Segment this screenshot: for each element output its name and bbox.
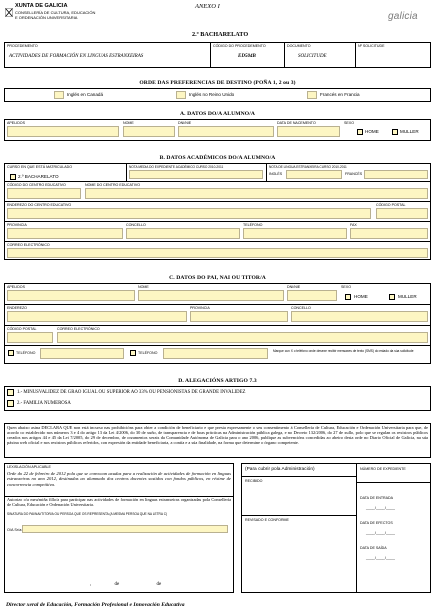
- school-province-label: PROVINCIA: [7, 223, 27, 227]
- student-name-label: NOME: [123, 121, 134, 125]
- language-grade-label: NOTA DE LINGUA ESTRANXEIRA CURSO 2010-2011: [269, 165, 347, 169]
- course-label: CURSO EN QUE ESTÁ MATRICULADO: [7, 165, 73, 169]
- school-postcode-label: CÓDIGO POSTAL: [376, 203, 406, 207]
- school-council-field[interactable]: [126, 228, 240, 239]
- course-value: 2.º BACHARELATO: [18, 174, 59, 179]
- received-label: RECIBIDO: [245, 479, 263, 483]
- student-dni-label: DNI/NIE: [178, 121, 192, 125]
- legislation-label: LEXISLACIÓN APLICABLE: [7, 465, 51, 469]
- signer-label: O/A Sr/a:: [7, 528, 23, 532]
- exit-date-label: DATA DE SAÍDA: [360, 546, 387, 550]
- parent-council-field[interactable]: [291, 311, 428, 322]
- parent-phone-field[interactable]: [40, 348, 124, 359]
- parent-dni-field[interactable]: [287, 290, 337, 301]
- parent-address-label: ENDEREZO: [7, 306, 27, 310]
- parent-email-label: CORREO ELECTRÓNICO: [57, 327, 100, 331]
- school-phone-field[interactable]: [243, 228, 347, 239]
- school-phone-label: TELÉFONO: [243, 223, 263, 227]
- student-surnames-field[interactable]: [7, 126, 119, 137]
- school-email-field[interactable]: [7, 248, 428, 258]
- document-value: SOLICITUDE: [298, 54, 327, 59]
- parent-surnames-label: APELIDOS: [7, 285, 25, 289]
- school-province-field[interactable]: [7, 228, 123, 239]
- parent-male-checkbox[interactable]: [345, 294, 351, 300]
- parent-postcode-field[interactable]: [7, 332, 53, 343]
- parent-mobile-sms-checkbox[interactable]: [130, 350, 136, 356]
- level-title: 2.º BACHARELATO: [192, 31, 249, 38]
- student-sex-label: SEXO: [344, 121, 354, 125]
- signer-name-field[interactable]: [22, 525, 228, 533]
- parent-female-checkbox[interactable]: [389, 294, 395, 300]
- course-checkbox[interactable]: [10, 174, 16, 180]
- disability-checkbox[interactable]: [7, 389, 14, 396]
- entry-date-label: DATA DE ENTRADA: [360, 496, 394, 500]
- student-female-checkbox[interactable]: [392, 129, 398, 135]
- admin-title: (Para cubrir pola Administración): [245, 467, 315, 472]
- parent-section-title: C. DATOS DO PAI, NAI OU TITOR/A: [169, 275, 266, 281]
- large-family-checkbox[interactable]: [7, 400, 14, 407]
- parent-male-label: HOME: [354, 294, 368, 299]
- student-surnames-label: APELIDOS: [7, 121, 25, 125]
- parent-name-label: NOME: [138, 285, 149, 289]
- school-address-label: ENDEREZO DO CENTRO EDUCATIVO: [7, 203, 72, 207]
- parent-female-label: MULLER: [398, 294, 417, 299]
- average-grade-label: NOTA MEDIA DO EXPEDIENTE ACADÉMICO CURSO 2010-2011: [129, 165, 224, 169]
- xunta-logo: [5, 4, 13, 13]
- document-label: DOCUMENTO: [287, 44, 311, 48]
- reviewed-label: REVISADO E CONFORME: [245, 518, 289, 522]
- large-family-label: 2.- FAMILIA NUMEROSA: [17, 401, 71, 406]
- school-address-field[interactable]: [7, 208, 371, 219]
- annex-label: ANEXO I: [195, 3, 220, 10]
- school-email-label: CORREO ELECTRÓNICO: [7, 243, 50, 247]
- signature-date: [90, 582, 210, 587]
- academic-section-title: B. DATOS ACADÉMICOS DO/A ALUMNO/A: [159, 155, 276, 161]
- student-name-field[interactable]: [123, 126, 175, 137]
- effects-date-label: DATA DE EFECTOS: [360, 521, 393, 525]
- average-grade-field[interactable]: [129, 170, 263, 179]
- disability-label: 1.- MINUSVALIDEZ DE GRAO IGUAL OU SUPERIOR AO 33% OU PENSIONISTAS DE GRANDE INVALIDEZ: [17, 390, 246, 395]
- school-fax-field[interactable]: [350, 228, 428, 239]
- school-name-label: NOME DO CENTRO EDUCATIVO: [85, 183, 141, 187]
- effects-date-value: ____/____/____: [366, 530, 395, 535]
- org-name: XUNTA DE GALICIA: [15, 3, 68, 9]
- parent-postcode-label: CÓDIGO POSTAL: [7, 327, 37, 331]
- english-grade-label: INGLÉS: [269, 172, 283, 176]
- french-grade-label: FRANCÉS: [345, 172, 363, 176]
- school-name-field[interactable]: [85, 188, 428, 199]
- file-number-label: NÚMERO DE EXPEDIENTE: [360, 467, 406, 471]
- parent-surnames-field[interactable]: [7, 290, 135, 301]
- parent-email-field[interactable]: [57, 332, 428, 343]
- parent-name-field[interactable]: [138, 290, 284, 301]
- procedure-code-value: ED504B: [238, 54, 256, 59]
- procedure-value: ACTIVIDADES DE FORMACIÓN EN LINGUAS ESTRANXEIRAS: [9, 54, 144, 59]
- student-male-checkbox[interactable]: [357, 129, 363, 135]
- parent-council-label: CONCELLO: [291, 306, 311, 310]
- student-birth-field[interactable]: [277, 126, 340, 137]
- parent-phone-label: TELÉFONO: [16, 351, 36, 355]
- english-grade-field[interactable]: [286, 170, 342, 179]
- exit-date-value: ____/____/____: [366, 555, 395, 560]
- allegations-section-title: D. ALEGACIÓNS ARTIGO 7.3: [178, 378, 257, 384]
- date-de-1: de: [114, 582, 120, 587]
- parent-address-field[interactable]: [7, 311, 187, 322]
- parent-dni-label: DNI/NIE: [287, 285, 301, 289]
- preference-canada-label: Inglés en Canadá: [67, 92, 104, 97]
- parent-sex-label: SEXO: [341, 285, 351, 289]
- footer-addressee: Director xeral de Educación, Formación Profesional e Innovación Educativa: [6, 602, 185, 608]
- sms-note: Marque cun X o teléfono onde desexe recibir mensaxes de texto (SMS) do estado da súa solicitude: [273, 349, 414, 353]
- request-number-label: Nº SOLICITUDE: [358, 44, 385, 48]
- student-male-label: HOME: [365, 129, 379, 134]
- authorization-text: Autorizo o/a meu/miña fillo/a para participar nas actividades de formación en linguas estranxeiras organizadas pola Consellería de Cultura, Educación e Ordenación Universitaria.: [7, 497, 231, 507]
- preferences-title: ORDE DAS PREFERENCIAS DE DESTINO (POÑA 1, 2 ou 3): [139, 80, 296, 86]
- signature-label: SINATURA DO PAI/NAI/TITOR/A OU PERSOA QUE OS REPRESENTA (A MESMA PERSOA QUE NA LETRA C): [7, 512, 168, 516]
- org-department-2: E ORDENACIÓN UNIVERSITARIA: [15, 15, 78, 20]
- school-postcode-field[interactable]: [376, 208, 428, 219]
- procedure-code-label: CÓDIGO DO PROCEDEMENTO: [213, 44, 266, 48]
- parent-mobile-label: TELÉFONO: [138, 351, 158, 355]
- legislation-text: Orde do 22 de febreiro de 2012 pola que se convocan axudas para a realización de actividades de formación en linguas estranxeiras no ano 2012, destinadas ao alumnado dos centros docentes sostidos con fondos públicos, en réxime de concorrencia competitiva.: [7, 471, 231, 487]
- preference-uk-input[interactable]: [176, 91, 186, 99]
- student-dni-field[interactable]: [178, 126, 274, 137]
- declaration-text: Quen abaixo asina DECLARA QUE non está incurso nas prohibicións para obter a condición de beneficiario e que presta expresamente o seu consentimento á Consellería de Cultura, Educación e Ordenación Universitaria para que, de acordo co establecido nos números 3 e 4 do artigo 13 da Lei 4/2006, do 30 de xuño, de transparencia e de boas prácticas na Administración pública galega, e no Decreto 132/2006, do 27 de xullo, polo que se regulan os rexistros públicos creados nos artigos 44 e 45 da Lei 7/2005, do 29 de decembro, de orzamentos xerais da Comunidade Autónoma de Galicia para o ano 2006, publique as subvencións concedidas ao abeiro desta orde no Diario Oficial de Galicia, na súa páxina web oficial e nos rexistros públicos referidos, con expresión da entidade beneficiaria, a contía e a súa finalidade, na forma que determine o órgano competente.: [7, 425, 428, 446]
- preference-france-input[interactable]: [307, 91, 317, 99]
- parent-phone-sms-checkbox[interactable]: [8, 350, 14, 356]
- school-council-label: CONCELLO: [126, 223, 146, 227]
- parent-province-label: PROVINCIA: [190, 306, 210, 310]
- galicia-logo: galicia: [388, 11, 418, 22]
- date-de-2: de: [156, 582, 162, 587]
- french-grade-field[interactable]: [364, 170, 428, 179]
- student-female-label: MULLER: [400, 129, 419, 134]
- entry-date-value: ____/____/____: [366, 505, 395, 510]
- preference-uk-label: Inglés no Reino Unido: [189, 92, 235, 97]
- preference-canada-input[interactable]: [54, 91, 64, 99]
- student-birth-label: DATA DE NACEMENTO: [277, 121, 316, 125]
- preference-france-label: Francés en Francia: [320, 92, 360, 97]
- parent-mobile-field[interactable]: [163, 348, 268, 359]
- org-department: CONSELLERÍA DE CULTURA, EDUCACIÓN: [15, 10, 96, 15]
- date-comma: ,: [90, 582, 92, 587]
- student-section-title: A. DATOS DO/A ALUMNO/A: [179, 111, 256, 117]
- school-fax-label: FAX: [350, 223, 357, 227]
- school-code-label: CÓDIGO DO CENTRO EDUCATIVO: [7, 183, 66, 187]
- procedure-label: PROCEDEMENTO: [7, 44, 38, 48]
- school-code-field[interactable]: [7, 188, 81, 199]
- parent-province-field[interactable]: [190, 311, 288, 322]
